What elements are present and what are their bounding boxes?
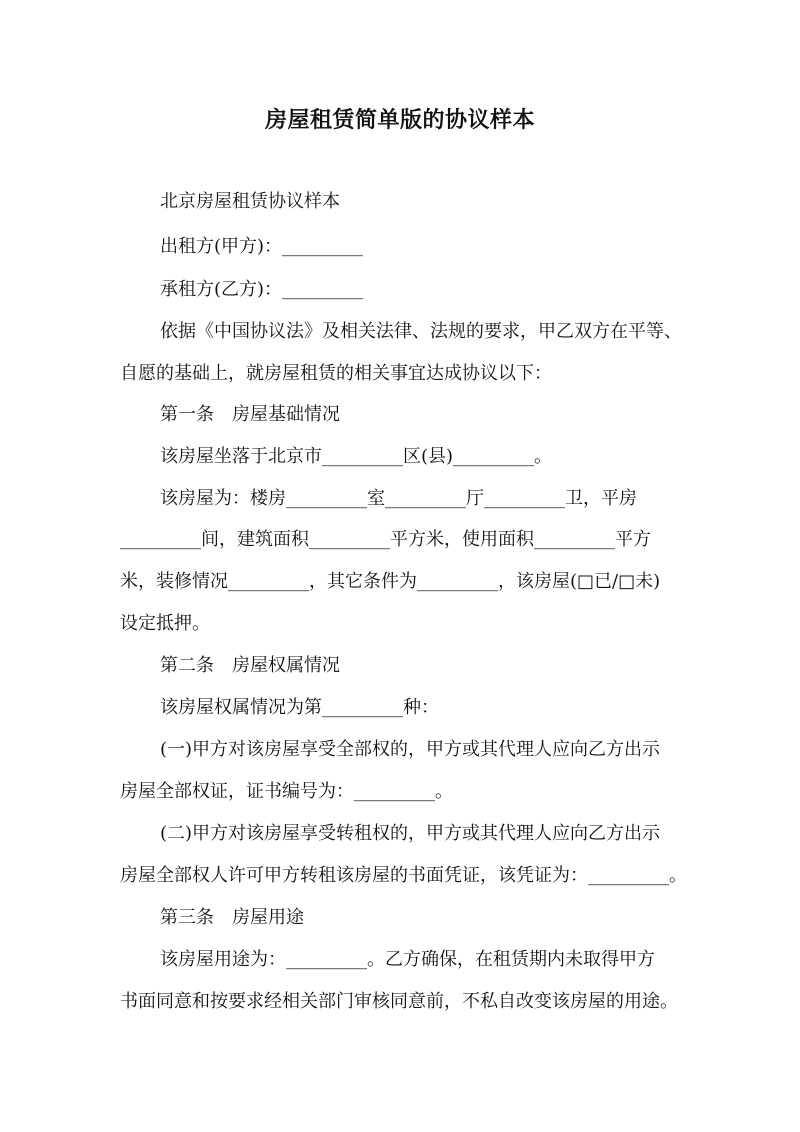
article-2-clause-2-line-1: (二)甲方对该房屋享受转租权的，甲方或其代理人应向乙方出示: [160, 823, 661, 844]
document-title: 房屋租赁简单版的协议样本: [264, 107, 535, 133]
preamble-line-2: 自愿的基础上，就房屋租赁的相关事宜达成协议以下：: [120, 363, 552, 384]
article-1-heading: 第一条 房屋基础情况: [160, 404, 340, 425]
article-2-clause-1-line-1: (一)甲方对该房屋享受全部权的，甲方或其代理人应向乙方出示: [160, 739, 661, 760]
article-1-layout-line-1: 该房屋为：楼房_________室_________厅_________卫，平房: [160, 488, 637, 509]
article-2-clause-2-line-2: 房屋全部权人许可甲方转租该房屋的书面凭证，该凭证为：_________。: [120, 865, 687, 886]
article-2-clause-1-line-2: 房屋全部权证，证书编号为：_________。: [120, 781, 453, 802]
article-3-use-line-2: 书面同意和按要求经相关部门审核同意前，不私自改变该房屋的用途。: [120, 991, 678, 1012]
article-3-heading: 第三条 房屋用途: [160, 907, 304, 928]
lessor-field: 出租方(甲方)：_________: [160, 236, 364, 257]
article-2-type: 该房屋权属情况为第_________种：: [160, 697, 439, 718]
article-1-layout-line-4: 设定抵押。: [120, 613, 210, 634]
agreement-sample-heading: 北京房屋租赁协议样本: [160, 191, 340, 212]
article-3-use-line-1: 该房屋用途为：_________。乙方确保，在租赁期内未取得甲方: [160, 949, 655, 970]
article-1-location: 该房屋坐落于北京市_________区(县)_________。: [160, 446, 553, 467]
article-1-layout-line-3: 米，装修情况_________，其它条件为_________，该房屋(□已/□未): [120, 571, 661, 592]
article-2-heading: 第二条 房屋权属情况: [160, 655, 340, 676]
lessee-field: 承租方(乙方)：_________: [160, 279, 364, 300]
preamble-line-1: 依据《中国协议法》及相关法律、法规的要求，甲乙双方在平等、: [160, 321, 682, 342]
article-1-layout-line-2: _________间，建筑面积_________平方米，使用面积_________平方: [120, 529, 651, 550]
